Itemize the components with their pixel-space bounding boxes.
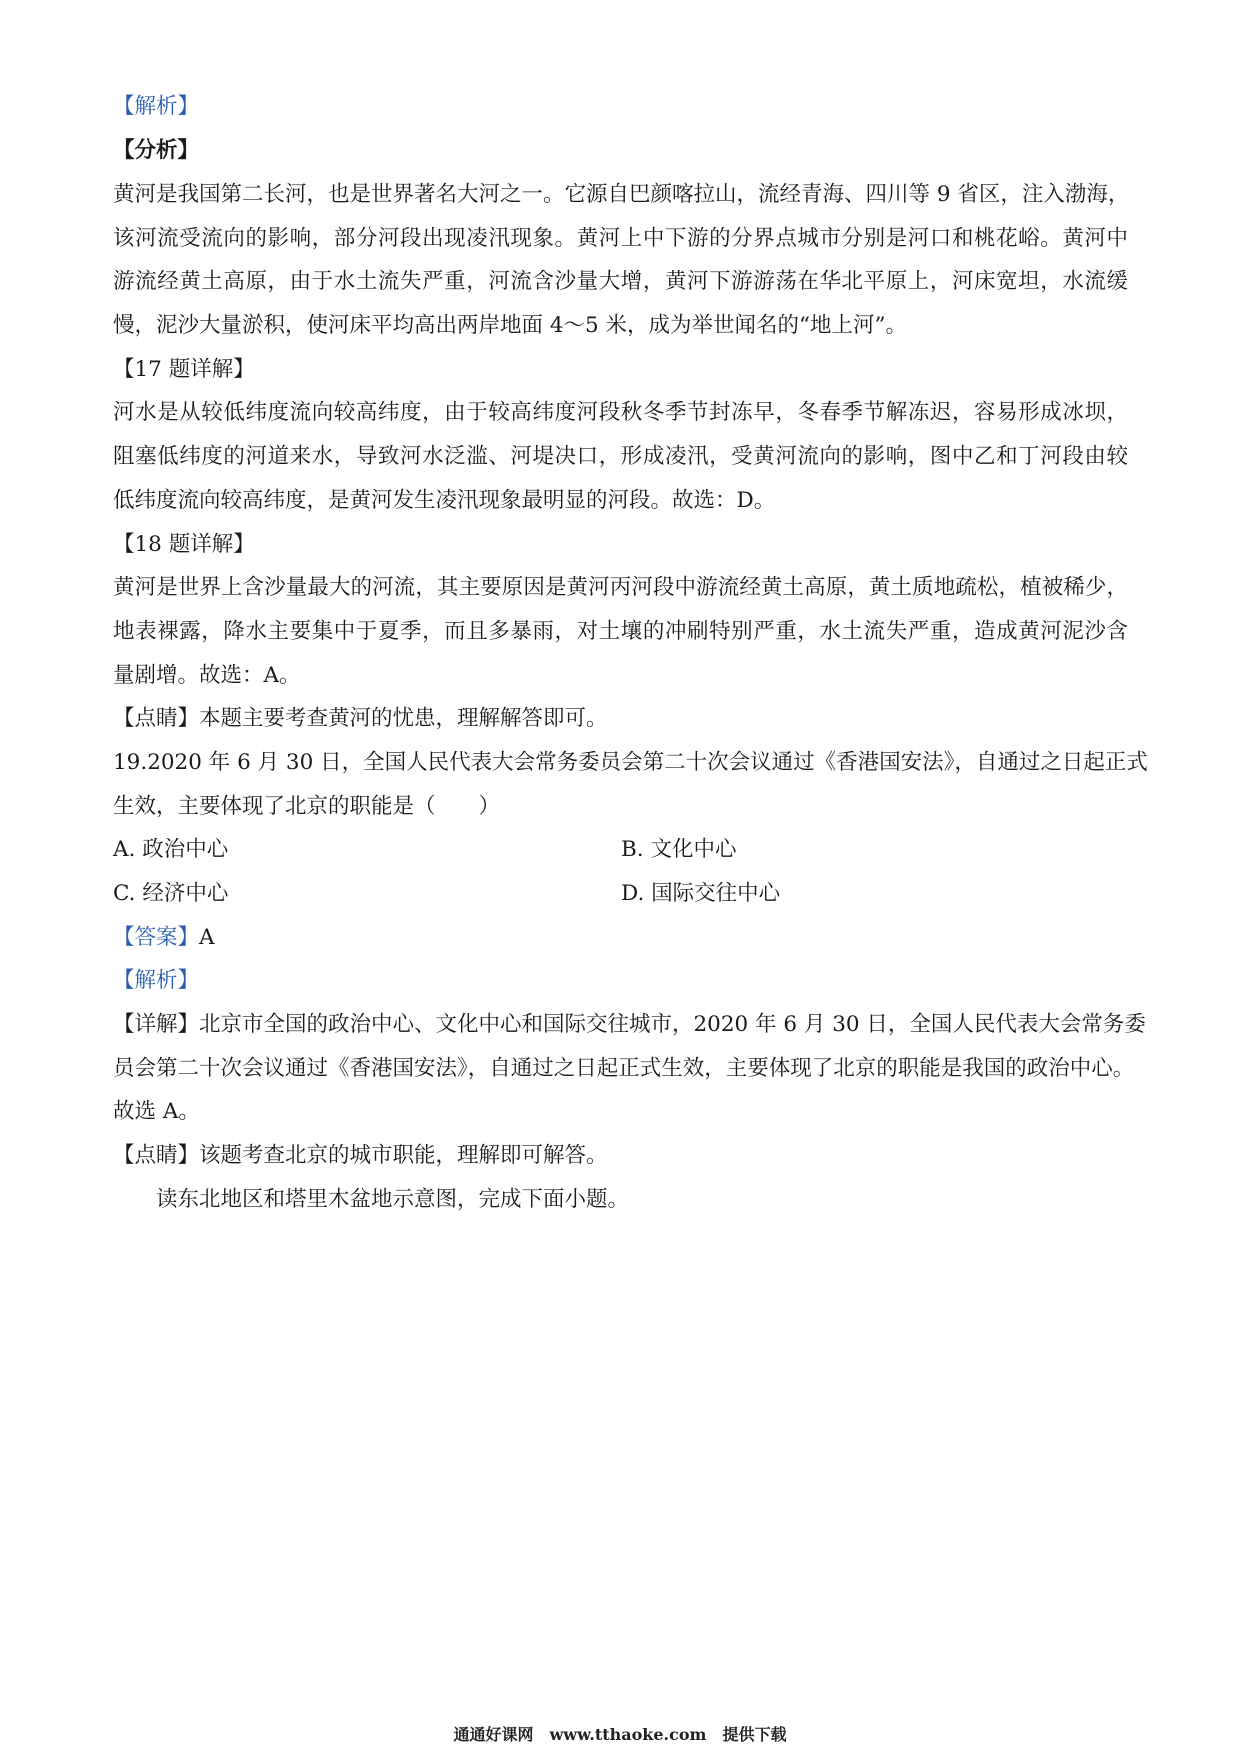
option-b: B. 文化中心	[621, 837, 737, 862]
jiexi-label-2: 【解析】	[113, 968, 200, 993]
fenxi-label: 【分析】	[113, 138, 200, 163]
dianjing-note-2: 【点睛】该题考查北京的城市职能，理解即可解答。	[113, 1143, 608, 1168]
answer-value: A	[199, 925, 215, 950]
answer-row	[113, 923, 1128, 953]
q19-detail-line: 【详解】北京市全国的政治中心、文化中心和国际交往城市，2020 年 6 月 30 日，全国人民代表大会常务委	[113, 1012, 1146, 1037]
q17-line: 低纬度流向较高纬度，是黄河发生凌汛现象最明显的河段。故选：D。	[113, 488, 776, 513]
q18-line: 量剧增。故选：A。	[113, 663, 301, 688]
q19-detail-line: 故选 A。	[113, 1099, 200, 1124]
page-footer	[0, 1724, 1240, 1746]
q18-line: 黄河是世界上含沙量最大的河流，其主要原因是黄河丙河段中游流经黄土高原，黄土质地疏松，植被稀少，	[113, 575, 1128, 600]
option-c: C. 经济中心	[113, 881, 229, 906]
q17-line: 阻塞低纬度的河道来水，导致河水泛滥、河堤决口，形成凌汛，受黄河流向的影响，图中乙和丁河段由较	[113, 444, 1128, 469]
option-d: D. 国际交往中心	[621, 881, 781, 906]
analysis-line: 该河流受流向的影响，部分河段出现凌汛现象。黄河上中下游的分界点城市分别是河口和桃花峪。黄河中	[113, 226, 1128, 251]
next-question-intro: 读东北地区和塔里木盆地示意图，完成下面小题。	[156, 1187, 630, 1212]
q17-line: 河水是从较低纬度流向较高纬度，由于较高纬度河段秋冬季节封冻早，冬春季节解冻迟，容易形成冰坝，	[113, 400, 1128, 425]
option-a: A. 政治中心	[113, 837, 229, 862]
footer-action: 提供下载	[722, 1725, 787, 1744]
analysis-line: 游流经黄土高原，由于水土流失严重，河流含沙量大增，黄河下游游荡在华北平原上，河床宽坦，水流缓	[113, 269, 1128, 294]
q19-stem-line: 生效，主要体现了北京的职能是（ ）	[113, 794, 501, 819]
q18-label: 【18 题详解】	[113, 532, 255, 557]
q19-stem-line: 19.2020 年 6 月 30 日，全国人民代表大会常务委员会第二十次会议通过《香港国安法》，自通过之日起正式	[113, 750, 1148, 775]
footer-url[interactable]: www.tthaoke.com	[549, 1725, 707, 1744]
analysis-line: 黄河是我国第二长河，也是世界著名大河之一。它源自巴颜喀拉山，流经青海、四川等 9 省区，注入渤海，	[113, 182, 1130, 207]
q17-label: 【17 题详解】	[113, 357, 255, 382]
footer-site-name: 通通好课网	[453, 1725, 534, 1744]
analysis-line: 慢，泥沙大量淤积，使河床平均高出两岸地面 4～5 米，成为举世闻名的“地上河”。	[113, 313, 908, 338]
q18-line: 地表裸露，降水主要集中于夏季，而且多暴雨，对土壤的冲刷特别严重，水土流失严重，造成黄河泥沙含	[113, 619, 1128, 644]
jiexi-label: 【解析】	[113, 94, 200, 119]
dianjing-note: 【点睛】本题主要考查黄河的忧患，理解解答即可。	[113, 706, 608, 731]
q19-detail-line: 员会第二十次会议通过《香港国安法》，自通过之日起正式生效，主要体现了北京的职能是我国的政治中心。	[113, 1056, 1135, 1081]
answer-label: 【答案】	[113, 925, 200, 950]
